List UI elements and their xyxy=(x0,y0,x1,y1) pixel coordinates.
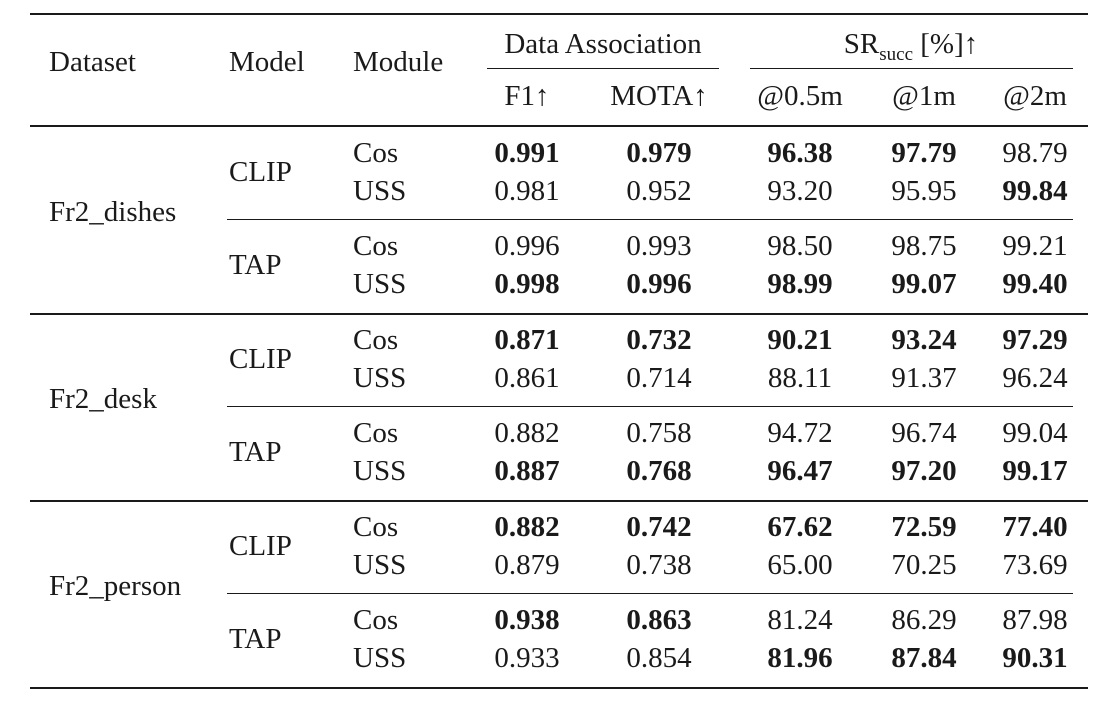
table-cell: 97.29 xyxy=(1002,324,1068,356)
module-label: USS xyxy=(353,642,407,674)
table-cell: 87.98 xyxy=(1002,604,1068,636)
table-cell: 88.11 xyxy=(767,362,833,394)
table-cell: 0.887 xyxy=(494,455,560,487)
header-module: Module xyxy=(353,46,444,78)
table-cell: 72.59 xyxy=(891,511,957,543)
table-cell: 98.79 xyxy=(1002,137,1068,169)
table-cell: 0.738 xyxy=(626,549,692,581)
module-label: USS xyxy=(353,268,407,300)
table-cell: 0.768 xyxy=(626,455,692,487)
table-cell: 0.854 xyxy=(626,642,692,674)
model-label: TAP xyxy=(229,249,282,281)
table-cell: 73.69 xyxy=(1002,549,1068,581)
table-cell: 97.79 xyxy=(891,137,957,169)
sr-main: SR xyxy=(843,28,880,60)
table-cell: 96.74 xyxy=(891,417,957,449)
table-cell: 96.47 xyxy=(767,455,833,487)
module-label: Cos xyxy=(353,604,399,636)
header-data-association: Data Association xyxy=(504,28,702,60)
top-rule xyxy=(30,13,1088,15)
table-cell: 87.84 xyxy=(891,642,957,674)
table-cell: 99.40 xyxy=(1002,268,1068,300)
module-label: USS xyxy=(353,549,407,581)
table-cell: 99.07 xyxy=(891,268,957,300)
module-label: Cos xyxy=(353,511,399,543)
header-col-sr-1m: @1m xyxy=(892,80,956,112)
model-divider-rule xyxy=(227,219,1073,220)
sr-underline xyxy=(750,68,1073,69)
header-sr-succ xyxy=(844,30,978,64)
module-label: Cos xyxy=(353,137,399,169)
table-cell: 93.20 xyxy=(767,175,833,207)
table-cell: 0.981 xyxy=(494,175,560,207)
table-cell: 86.29 xyxy=(891,604,957,636)
table-cell: 98.50 xyxy=(767,230,833,262)
table-cell: 0.758 xyxy=(626,417,692,449)
table-cell: 0.861 xyxy=(494,362,560,394)
header-col-mota: MOTA↑ xyxy=(610,80,708,112)
table-cell: 0.991 xyxy=(494,137,560,169)
table-cell: 67.62 xyxy=(767,511,833,543)
table-cell: 99.21 xyxy=(1002,230,1068,262)
bottom-rule xyxy=(30,687,1088,689)
table-cell: 91.37 xyxy=(891,362,957,394)
table-cell: 96.38 xyxy=(767,137,833,169)
table-cell: 65.00 xyxy=(767,549,833,581)
model-label: CLIP xyxy=(229,156,292,188)
table-cell: 0.882 xyxy=(494,417,560,449)
dataset-label: Fr2_dishes xyxy=(49,196,177,228)
table-cell: 0.732 xyxy=(626,324,692,356)
header-bottom-rule xyxy=(30,125,1088,127)
table-cell: 93.24 xyxy=(891,324,957,356)
table-cell: 90.21 xyxy=(767,324,833,356)
model-divider-rule xyxy=(227,593,1073,594)
sr-tail: [%]↑ xyxy=(913,28,979,60)
table-cell: 0.882 xyxy=(494,511,560,543)
table-cell: 0.998 xyxy=(494,268,560,300)
table-cell: 99.17 xyxy=(1002,455,1068,487)
table-cell: 70.25 xyxy=(891,549,957,581)
table-cell: 0.938 xyxy=(494,604,560,636)
module-label: USS xyxy=(353,362,407,394)
table-cell: 0.879 xyxy=(494,549,560,581)
table-cell: 0.933 xyxy=(494,642,560,674)
table-cell: 96.24 xyxy=(1002,362,1068,394)
table-cell: 0.996 xyxy=(494,230,560,262)
group-divider-rule xyxy=(30,500,1088,502)
table-cell: 98.99 xyxy=(767,268,833,300)
table-cell: 98.75 xyxy=(891,230,957,262)
table-cell: 99.84 xyxy=(1002,175,1068,207)
table-cell: 90.31 xyxy=(1002,642,1068,674)
table-cell: 81.96 xyxy=(767,642,833,674)
table-cell: 0.742 xyxy=(626,511,692,543)
table-cell: 0.863 xyxy=(626,604,692,636)
table-cell: 81.24 xyxy=(767,604,833,636)
module-label: Cos xyxy=(353,324,399,356)
header-col-sr-2m: @2m xyxy=(1003,80,1067,112)
table-cell: 99.04 xyxy=(1002,417,1068,449)
table-cell: 0.952 xyxy=(626,175,692,207)
header-col-f1: F1↑ xyxy=(504,80,550,112)
group-divider-rule xyxy=(30,313,1088,315)
table-cell: 94.72 xyxy=(767,417,833,449)
table-cell: 0.871 xyxy=(494,324,560,356)
dataset-label: Fr2_desk xyxy=(49,383,157,415)
table-cell: 0.993 xyxy=(626,230,692,262)
table-cell: 95.95 xyxy=(891,175,957,207)
model-divider-rule xyxy=(227,406,1073,407)
table-cell: 0.996 xyxy=(626,268,692,300)
sr-sub: succ xyxy=(879,43,914,65)
model-label: TAP xyxy=(229,623,282,655)
model-label: TAP xyxy=(229,436,282,468)
table-cell: 97.20 xyxy=(891,455,957,487)
model-label: CLIP xyxy=(229,530,292,562)
header-dataset: Dataset xyxy=(49,46,136,78)
module-label: USS xyxy=(353,175,407,207)
table-cell: 0.714 xyxy=(626,362,692,394)
header-model: Model xyxy=(229,46,305,78)
module-label: Cos xyxy=(353,417,399,449)
table-cell: 77.40 xyxy=(1002,511,1068,543)
header-col-sr-05m: @0.5m xyxy=(757,80,843,112)
module-label: USS xyxy=(353,455,407,487)
model-label: CLIP xyxy=(229,343,292,375)
module-label: Cos xyxy=(353,230,399,262)
dataset-label: Fr2_person xyxy=(49,570,182,602)
data-association-underline xyxy=(487,68,719,69)
table-cell: 0.979 xyxy=(626,137,692,169)
